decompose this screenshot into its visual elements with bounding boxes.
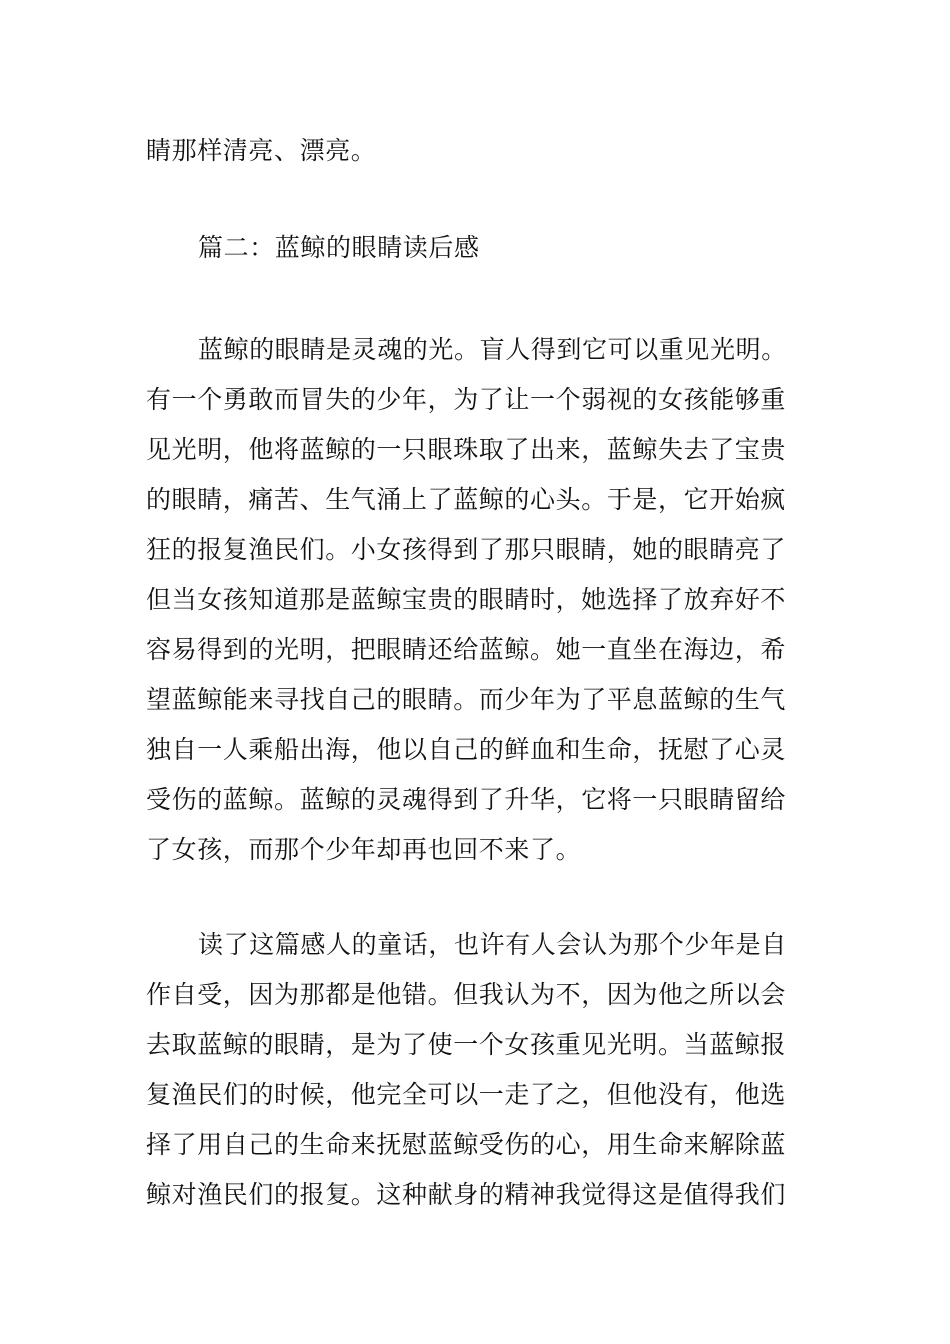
paragraph-line: 去取蓝鲸的眼睛，是为了使一个女孩重见光明。当蓝鲸报 <box>146 1030 787 1059</box>
paragraph-line: 的眼睛，痛苦、生气涌上了蓝鲸的心头。于是，它开始疯 <box>146 485 787 514</box>
paragraph-line: 望蓝鲸能来寻找自己的眼睛。而少年为了平息蓝鲸的生气 <box>146 685 787 714</box>
paragraph-line: 见光明，他将蓝鲸的一只眼珠取了出来，蓝鲸失去了宝贵 <box>146 435 787 464</box>
paragraph-line: 作自受，因为那都是他错。但我认为不，因为他之所以会 <box>146 980 787 1009</box>
paragraph-line: 受伤的蓝鲸。蓝鲸的灵魂得到了升华，它将一只眼睛留给 <box>146 785 787 814</box>
paragraph-line: 蓝鲸的眼睛是灵魂的光。盲人得到它可以重见光明。 <box>198 335 787 364</box>
paragraph-line: 了女孩，而那个少年却再也回不来了。 <box>146 835 582 864</box>
section-title: 篇二：蓝鲸的眼睛读后感 <box>198 233 480 262</box>
paragraph-line: 复渔民们的时候，他完全可以一走了之，但他没有，他选 <box>146 1080 787 1109</box>
paragraph-line: 择了用自己的生命来抚慰蓝鲸受伤的心，用生命来解除蓝 <box>146 1130 787 1159</box>
paragraph-line: 但当女孩知道那是蓝鲸宝贵的眼睛时，她选择了放弃好不 <box>146 585 787 614</box>
paragraph-line: 狂的报复渔民们。小女孩得到了那只眼睛，她的眼睛亮了 <box>146 535 787 564</box>
paragraph-line: 独自一人乘船出海，他以自己的鲜血和生命，抚慰了心灵 <box>146 735 787 764</box>
paragraph-line: 鲸对渔民们的报复。这种献身的精神我觉得这是值得我们 <box>146 1180 787 1209</box>
paragraph-line: 有一个勇敢而冒失的少年，为了让一个弱视的女孩能够重 <box>146 385 787 414</box>
paragraph-line: 容易得到的光明，把眼睛还给蓝鲸。她一直坐在海边，希 <box>146 635 787 664</box>
opening-fragment: 睛那样清亮、漂亮。 <box>146 136 377 165</box>
paragraph-line: 读了这篇感人的童话，也许有人会认为那个少年是自 <box>198 930 787 959</box>
